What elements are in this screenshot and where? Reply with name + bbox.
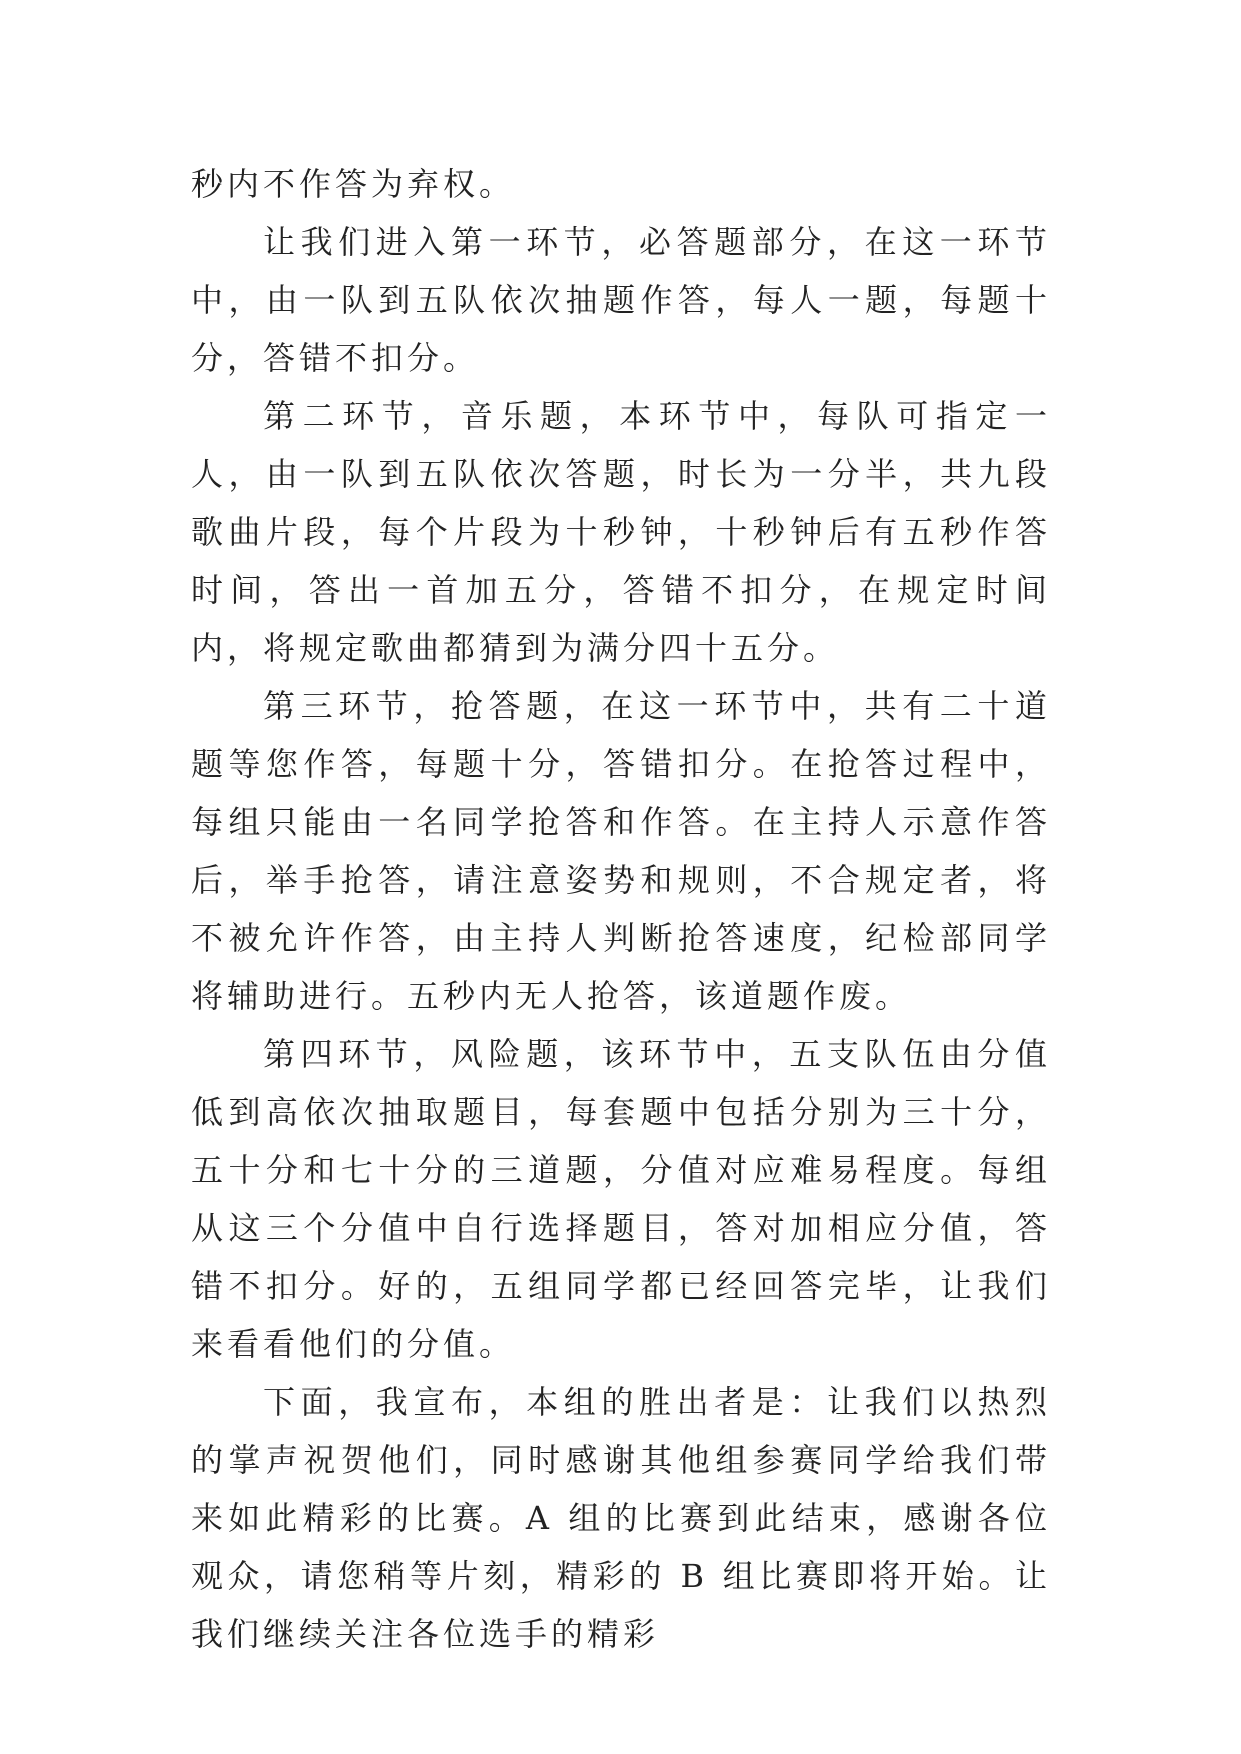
paragraph-3: 第二环节，音乐题，本环节中，每队可指定一人，由一队到五队依次答题，时长为一分半，共九段歌曲片段，每个片段为十秒钟，十秒钟后有五秒作答时间，答出一首加五分，答错不扣分，在规定时间内，将规定歌曲都猜到为满分四十五分。 (191, 397, 1051, 667)
paragraph-5: 第四环节，风险题，该环节中，五支队伍由分值低到高依次抽取题目，每套题中包括分别为三十分，五十分和七十分的三道题，分值对应难易程度。每组从这三个分值中自行选择题目，答对加相应分值，答错不扣分。好的，五组同学都已经回答完毕，让我们来看看他们的分值。 (191, 1035, 1051, 1363)
document-body (191, 155, 1051, 1663)
paragraph-6: 下面，我宣布，本组的胜出者是：让我们以热烈的掌声祝贺他们，同时感谢其他组参赛同学给我们带来如此精彩的比赛。A 组的比赛到此结束，感谢各位观众，请您稍等片刻，精彩的 B 组比赛即将开始。让我们继续关注各位选手的精彩 (191, 1383, 1051, 1653)
paragraph-1: 秒内不作答为弃权。 (191, 165, 516, 203)
paragraph-2: 让我们进入第一环节，必答题部分，在这一环节中，由一队到五队依次抽题作答，每人一题，每题十分，答错不扣分。 (191, 223, 1051, 377)
paragraph-4: 第三环节，抢答题，在这一环节中，共有二十道题等您作答，每题十分，答错扣分。在抢答过程中，每组只能由一名同学抢答和作答。在主持人示意作答后，举手抢答，请注意姿势和规则，不合规定者，将不被允许作答，由主持人判断抢答速度，纪检部同学将辅助进行。五秒内无人抢答，该道题作废。 (191, 687, 1051, 1015)
